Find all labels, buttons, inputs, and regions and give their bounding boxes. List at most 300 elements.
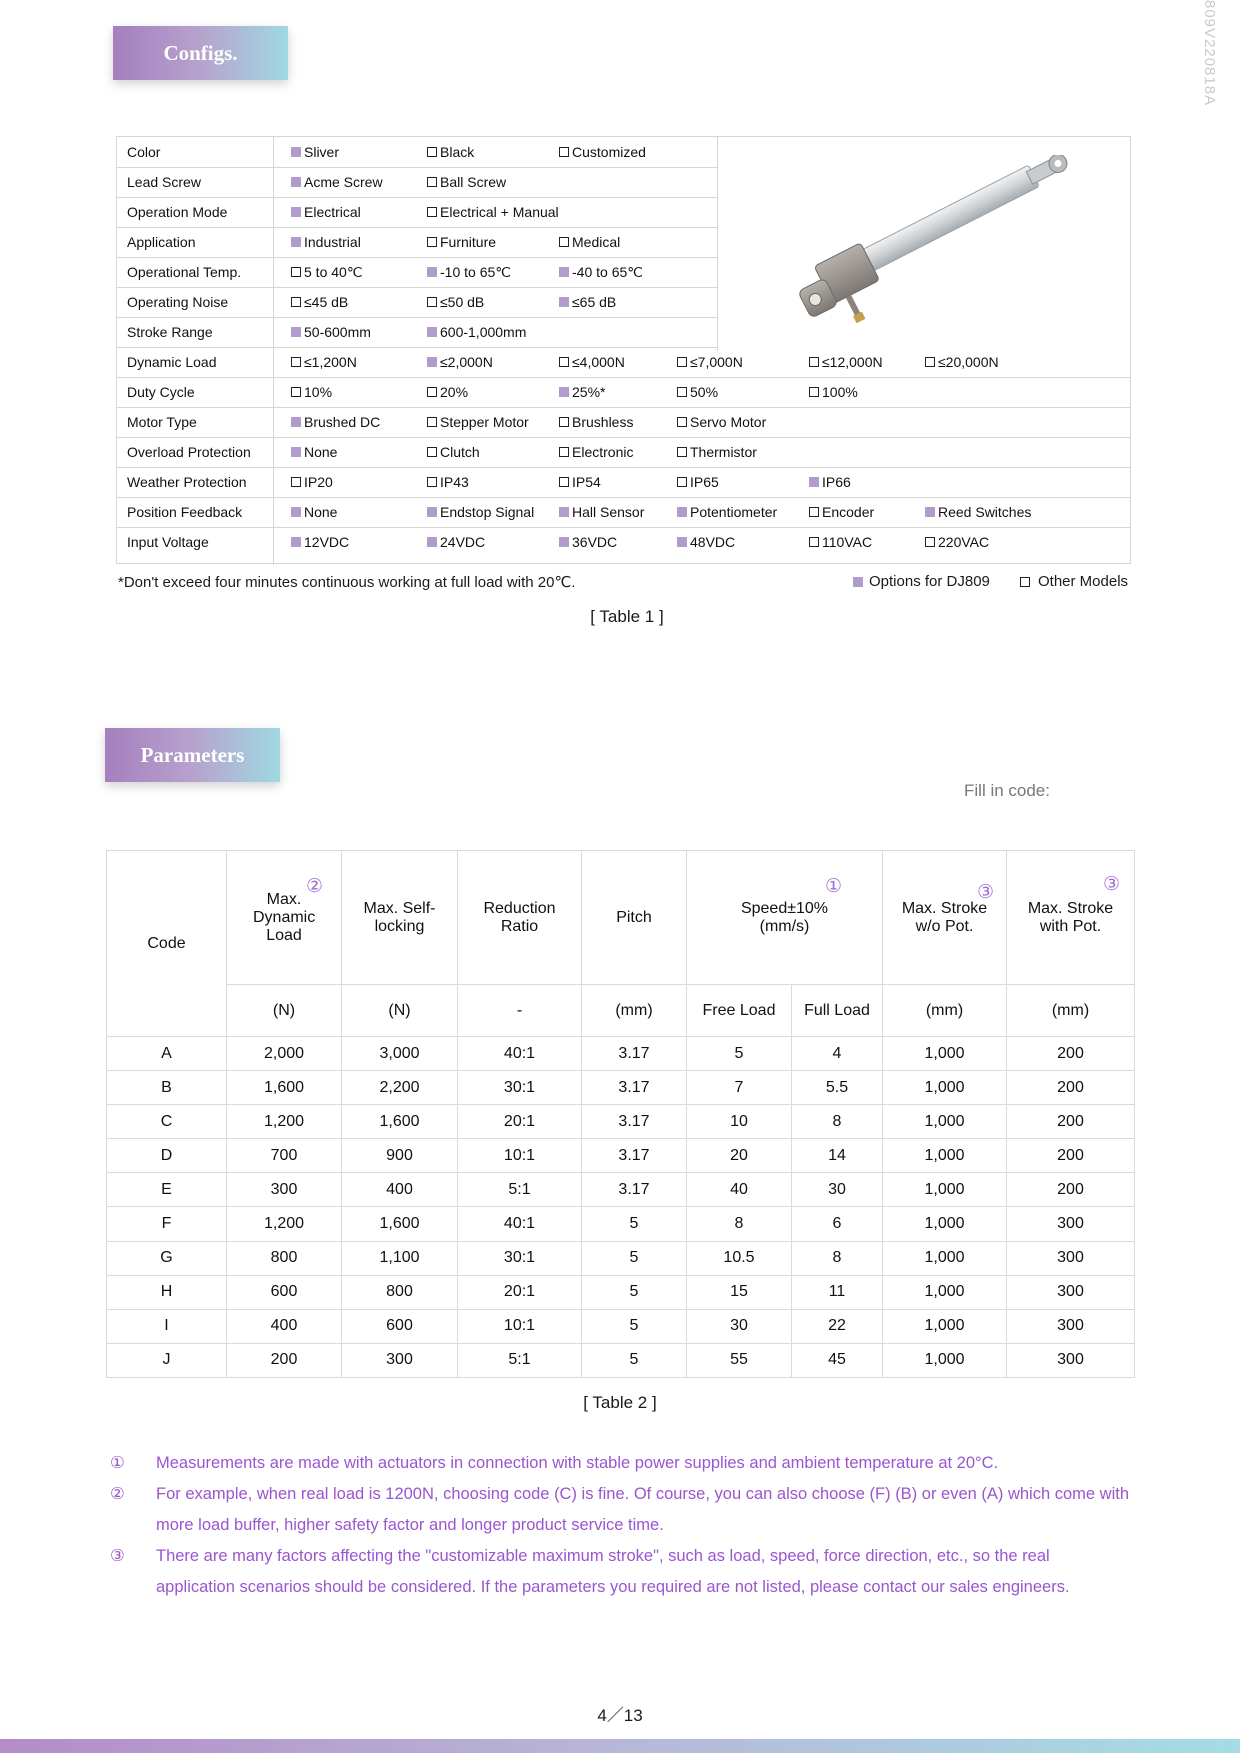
config-row-label: Weather Protection — [127, 474, 247, 490]
table-cell: 300 — [1007, 1207, 1135, 1241]
config-option-label: Customized — [572, 144, 646, 160]
config-row — [117, 167, 717, 198]
config-row — [117, 497, 1130, 528]
empty-square-icon — [559, 417, 569, 427]
config-row-label: Input Voltage — [127, 534, 209, 550]
config-row — [117, 317, 717, 348]
empty-square-icon — [677, 447, 687, 457]
config-table — [116, 136, 1131, 564]
empty-square-icon — [809, 387, 819, 397]
config-option-label: Endstop Signal — [440, 504, 535, 520]
filled-square-icon — [291, 207, 301, 217]
table-cell: 1,000 — [883, 1309, 1007, 1343]
legend-other-models — [1020, 573, 1128, 590]
config-row-label: Operating Noise — [127, 294, 229, 310]
config-row-label: Lead Screw — [127, 174, 201, 190]
config-option-label: 12VDC — [304, 534, 350, 550]
table-cell: 30:1 — [458, 1071, 582, 1105]
table-cell: 800 — [342, 1275, 458, 1309]
config-row-label: Dynamic Load — [127, 354, 217, 370]
config-option-label: Clutch — [440, 444, 480, 460]
table-row — [107, 1105, 1135, 1139]
table-cell: 1,000 — [883, 1105, 1007, 1139]
config-option-label: IP43 — [440, 474, 469, 490]
config-option — [809, 474, 851, 490]
empty-square-icon — [427, 177, 437, 187]
table-cell: 200 — [1007, 1173, 1135, 1207]
filled-square-icon — [291, 177, 301, 187]
config-row-label: Motor Type — [127, 414, 197, 430]
table-row — [107, 1173, 1135, 1207]
unit-cell: - — [458, 985, 582, 1037]
parameters-table — [106, 850, 1135, 1378]
code-cell: E — [107, 1173, 227, 1207]
document-code: 809V220818A — [1201, 0, 1218, 107]
config-option-label: Furniture — [440, 234, 497, 250]
empty-square-icon — [559, 357, 569, 367]
config-option — [559, 234, 620, 250]
unit-cell: (mm) — [883, 985, 1007, 1037]
header-stroke-wo-pot — [883, 851, 1007, 985]
filled-square-icon — [291, 537, 301, 547]
table-cell: 15 — [687, 1275, 792, 1309]
empty-square-icon — [559, 237, 569, 247]
table-cell: 6 — [792, 1207, 883, 1241]
empty-square-icon — [559, 447, 569, 457]
table-cell: 3.17 — [582, 1173, 687, 1207]
table-row — [107, 1037, 1135, 1071]
table-cell: 200 — [1007, 1071, 1135, 1105]
config-option-label: IP65 — [690, 474, 719, 490]
table-cell: 300 — [342, 1343, 458, 1377]
config-option-label: -40 to 65℃ — [572, 263, 643, 280]
note-mark-2: ② — [305, 876, 323, 897]
config-option-label: 50-600mm — [304, 324, 371, 340]
config-option-label: 25%* — [572, 384, 606, 400]
filled-square-icon — [559, 507, 569, 517]
table-cell: 2,200 — [342, 1071, 458, 1105]
config-option-label: Electronic — [572, 444, 634, 460]
config-option — [427, 294, 484, 310]
filled-square-icon — [427, 267, 437, 277]
config-option — [677, 414, 766, 430]
table-cell: 5 — [582, 1343, 687, 1377]
code-cell: B — [107, 1071, 227, 1105]
empty-square-icon — [559, 477, 569, 487]
config-option — [809, 504, 874, 520]
config-row — [117, 137, 717, 168]
table-cell: 55 — [687, 1343, 792, 1377]
config-option-label: 5 to 40℃ — [304, 263, 363, 280]
table-cell: 5 — [582, 1275, 687, 1309]
empty-square-icon — [291, 297, 301, 307]
config-option-label: Brushless — [572, 414, 634, 430]
filled-square-icon — [291, 447, 301, 457]
footnote-number: ② — [110, 1485, 125, 1503]
filled-square-icon — [427, 357, 437, 367]
empty-square-icon — [427, 207, 437, 217]
config-option — [559, 504, 644, 520]
config-row-label: Operation Mode — [127, 204, 228, 220]
config-row — [117, 197, 717, 228]
legend-options-dj809 — [853, 573, 990, 590]
table-cell: 5 — [582, 1309, 687, 1343]
filled-square-icon — [291, 507, 301, 517]
config-option — [559, 264, 643, 281]
table-row — [107, 1241, 1135, 1275]
config-option — [291, 354, 357, 370]
code-cell: I — [107, 1309, 227, 1343]
table-cell: 8 — [687, 1207, 792, 1241]
config-option — [427, 504, 534, 520]
table-cell: 20:1 — [458, 1275, 582, 1309]
table-cell: 300 — [1007, 1275, 1135, 1309]
table-cell: 30 — [792, 1173, 883, 1207]
empty-square-icon — [809, 537, 819, 547]
config-option-label: Brushed DC — [304, 414, 381, 430]
legend-off-label: Other Models — [1038, 573, 1129, 590]
config-option-label: Electrical + Manual — [440, 204, 559, 220]
empty-square-icon — [291, 267, 301, 277]
config-option — [925, 354, 999, 370]
config-option-label: IP66 — [822, 474, 851, 490]
empty-square-icon — [427, 477, 437, 487]
code-cell: G — [107, 1241, 227, 1275]
table-cell: 3.17 — [582, 1037, 687, 1071]
config-option — [677, 504, 777, 520]
table-cell: 700 — [227, 1139, 342, 1173]
config-option-label: 50% — [690, 384, 719, 400]
header-dynamic-load-label: Max. Dynamic Load — [253, 890, 316, 944]
filled-square-icon — [291, 417, 301, 427]
empty-square-icon — [809, 507, 819, 517]
table-cell: 1,000 — [883, 1139, 1007, 1173]
code-cell: H — [107, 1275, 227, 1309]
table-cell: 400 — [342, 1173, 458, 1207]
table-cell: 600 — [227, 1275, 342, 1309]
header-code: Code — [107, 851, 227, 1037]
table-cell: 45 — [792, 1343, 883, 1377]
code-cell: D — [107, 1139, 227, 1173]
table-cell: 300 — [1007, 1241, 1135, 1275]
table-cell: 1,000 — [883, 1071, 1007, 1105]
table-cell: 900 — [342, 1139, 458, 1173]
config-row — [117, 227, 717, 258]
config-option-label: Sliver — [304, 144, 340, 160]
table-cell: 20 — [687, 1139, 792, 1173]
table-cell: 30:1 — [458, 1241, 582, 1275]
config-option — [677, 444, 757, 460]
config-row-label: Stroke Range — [127, 324, 213, 340]
table-cell: 1,600 — [227, 1071, 342, 1105]
table-row — [107, 1275, 1135, 1309]
config-option — [559, 354, 625, 370]
header-reduction-label: Reduction Ratio — [483, 899, 556, 935]
header-speed-label: Speed±10% (mm/s) — [740, 899, 829, 935]
config-option-label: 48VDC — [690, 534, 736, 550]
config-option — [427, 414, 529, 430]
empty-square-icon — [291, 357, 301, 367]
config-option — [291, 384, 332, 400]
table-cell: 8 — [792, 1241, 883, 1275]
config-option — [291, 324, 371, 340]
table-cell: 5 — [582, 1241, 687, 1275]
config-option-label: Medical — [572, 234, 621, 250]
table-cell: 5:1 — [458, 1173, 582, 1207]
footnote-number: ① — [110, 1454, 125, 1472]
config-option — [925, 504, 1031, 520]
page-number: 4／13 — [597, 1706, 643, 1725]
config-option-label: Servo Motor — [690, 414, 767, 430]
table-cell: 300 — [227, 1173, 342, 1207]
filled-square-icon — [559, 297, 569, 307]
table-cell: 1,000 — [883, 1241, 1007, 1275]
bottom-gradient-bar — [0, 1739, 1240, 1753]
empty-square-icon — [1020, 577, 1030, 587]
unit-cell: (mm) — [1007, 985, 1135, 1037]
config-option-label: ≤4,000N — [572, 354, 625, 370]
header-pitch: Pitch — [582, 851, 687, 985]
config-option-label: ≤50 dB — [440, 294, 485, 310]
config-option-label: ≤1,200N — [304, 354, 357, 370]
config-option-label: ≤7,000N — [690, 354, 743, 370]
filled-square-icon — [809, 477, 819, 487]
filled-square-icon — [427, 507, 437, 517]
empty-square-icon — [677, 417, 687, 427]
config-option — [925, 534, 989, 550]
filled-square-icon — [291, 147, 301, 157]
table-cell: 200 — [1007, 1105, 1135, 1139]
config-option-label: 10% — [304, 384, 333, 400]
config-option-label: Electrical — [304, 204, 361, 220]
code-cell: F — [107, 1207, 227, 1241]
config-option-label: ≤20,000N — [938, 354, 999, 370]
config-option — [427, 324, 526, 340]
config-option — [677, 474, 719, 490]
unit-cell: Full Load — [792, 985, 883, 1037]
note-mark-3: ③ — [976, 882, 994, 903]
table-cell: 1,000 — [883, 1343, 1007, 1377]
empty-square-icon — [677, 477, 687, 487]
header-dynamic-load — [227, 851, 342, 985]
config-option-label: Stepper Motor — [440, 414, 529, 430]
config-option — [427, 474, 469, 490]
config-option — [559, 384, 605, 400]
filled-square-icon — [677, 537, 687, 547]
table-cell: 40 — [687, 1173, 792, 1207]
table-cell: 1,100 — [342, 1241, 458, 1275]
config-option — [291, 204, 361, 220]
filled-square-icon — [925, 507, 935, 517]
table-cell: 10:1 — [458, 1309, 582, 1343]
config-row-label: Duty Cycle — [127, 384, 195, 400]
table-cell: 5:1 — [458, 1343, 582, 1377]
config-option — [427, 264, 511, 281]
table1-caption: [ Table 1 ] — [590, 607, 664, 626]
table-row — [107, 1343, 1135, 1377]
config-option-label: Black — [440, 144, 475, 160]
config-option — [427, 204, 559, 220]
table-cell: 10 — [687, 1105, 792, 1139]
config-option-label: 100% — [822, 384, 858, 400]
config-option — [291, 264, 363, 281]
table-cell: 1,600 — [342, 1207, 458, 1241]
config-row-label: Color — [127, 144, 161, 160]
table-cell: 1,000 — [883, 1207, 1007, 1241]
table-cell: 30 — [687, 1309, 792, 1343]
unit-cell: (mm) — [582, 985, 687, 1037]
table-cell: 40:1 — [458, 1207, 582, 1241]
empty-square-icon — [427, 297, 437, 307]
filled-square-icon — [427, 327, 437, 337]
table-cell: 7 — [687, 1071, 792, 1105]
header-self-locking-label: Max. Self-locking — [363, 899, 436, 935]
fill-in-code-label: Fill in code: — [964, 781, 1050, 800]
config-option-label: Ball Screw — [440, 174, 507, 190]
table-row — [107, 1207, 1135, 1241]
config-option-label: ≤12,000N — [822, 354, 883, 370]
table-cell: 200 — [1007, 1037, 1135, 1071]
table-cell: 11 — [792, 1275, 883, 1309]
table-cell: 3.17 — [582, 1139, 687, 1173]
config-option-label: Hall Sensor — [572, 504, 645, 520]
config-option — [427, 534, 485, 550]
table-cell: 5 — [582, 1207, 687, 1241]
config-row-label: Application — [127, 234, 196, 250]
config-option — [559, 414, 633, 430]
table-row — [107, 1309, 1135, 1343]
table-cell: 4 — [792, 1037, 883, 1071]
code-cell: A — [107, 1037, 227, 1071]
header-stroke-with-pot-label: Max. Stroke with Pot. — [1027, 899, 1114, 935]
empty-square-icon — [809, 357, 819, 367]
table-cell: 1,000 — [883, 1173, 1007, 1207]
table-cell: 5 — [687, 1037, 792, 1071]
table-cell: 5.5 — [792, 1071, 883, 1105]
config-option — [427, 234, 496, 250]
config-row-label: Operational Temp. — [127, 264, 242, 280]
footnote-number: ③ — [110, 1547, 125, 1565]
empty-square-icon — [677, 357, 687, 367]
table-cell: 1,000 — [883, 1037, 1007, 1071]
config-option-label: 36VDC — [572, 534, 618, 550]
config-option-label: None — [304, 444, 338, 460]
config-footnote: *Don't exceed four minutes continuous working at full load with 20℃. — [118, 574, 576, 591]
config-option-label: 24VDC — [440, 534, 486, 550]
empty-square-icon — [925, 357, 935, 367]
config-option — [291, 534, 349, 550]
table-cell: 1,000 — [883, 1275, 1007, 1309]
header-reduction — [458, 851, 582, 985]
footnotes — [110, 1448, 1130, 1603]
unit-cell: (N) — [342, 985, 458, 1037]
empty-square-icon — [427, 447, 437, 457]
config-option — [677, 534, 735, 550]
config-option-label: Potentiometer — [690, 504, 778, 520]
table-cell: 20:1 — [458, 1105, 582, 1139]
config-option — [809, 384, 858, 400]
table-cell: 800 — [227, 1241, 342, 1275]
config-option — [427, 144, 474, 160]
header-self-locking — [342, 851, 458, 985]
filled-square-icon — [677, 507, 687, 517]
footnote-item — [110, 1541, 1130, 1603]
footnote-text: For example, when real load is 1200N, choosing code (C) is fine. Of course, you can also choose (F) (B) or even (A) which come with more load buffer, higher safety factor and longer product service time. — [156, 1485, 1130, 1534]
empty-square-icon — [427, 147, 437, 157]
config-option-label: 220VAC — [938, 534, 990, 550]
table-cell: 2,000 — [227, 1037, 342, 1071]
header-stroke-wo-pot-label: Max. Stroke w/o Pot. — [901, 899, 988, 935]
table-cell: 400 — [227, 1309, 342, 1343]
config-option-label: Encoder — [822, 504, 875, 520]
config-row — [117, 287, 717, 318]
config-option-label: None — [304, 504, 338, 520]
config-option — [677, 384, 718, 400]
note-mark-1: ① — [824, 876, 842, 897]
table-cell: 300 — [1007, 1343, 1135, 1377]
config-row — [117, 257, 717, 288]
config-option-label: 20% — [440, 384, 469, 400]
config-row — [117, 467, 1130, 498]
config-option-label: -10 to 65℃ — [440, 263, 511, 280]
config-option — [559, 444, 633, 460]
header-stroke-with-pot — [1007, 851, 1135, 985]
table-row — [107, 1071, 1135, 1105]
table-cell: 10:1 — [458, 1139, 582, 1173]
config-option — [291, 174, 383, 190]
config-option — [291, 444, 337, 460]
linear-actuator-image — [767, 155, 1097, 325]
filled-square-icon — [291, 327, 301, 337]
table-cell: 8 — [792, 1105, 883, 1139]
config-option-label: ≤2,000N — [440, 354, 493, 370]
config-option-label: Industrial — [304, 234, 361, 250]
table-row — [107, 1139, 1135, 1173]
filled-square-icon — [559, 267, 569, 277]
empty-square-icon — [677, 387, 687, 397]
config-option — [427, 384, 468, 400]
config-option — [809, 534, 872, 550]
header-speed — [687, 851, 883, 985]
config-row-label: Position Feedback — [127, 504, 243, 520]
config-option — [427, 354, 493, 370]
table-cell: 22 — [792, 1309, 883, 1343]
table-cell: 200 — [1007, 1139, 1135, 1173]
table-cell: 3.17 — [582, 1071, 687, 1105]
config-option — [809, 354, 883, 370]
filled-square-icon — [427, 537, 437, 547]
config-option-label: ≤65 dB — [572, 294, 617, 310]
footnote-item — [110, 1448, 1130, 1479]
config-option — [427, 174, 506, 190]
footnote-text: There are many factors affecting the "customizable maximum stroke", such as load, speed, force direction, etc., so the real application scenarios should be considered. If the parameters you required are not listed, please contact our sales engineers. — [156, 1547, 1070, 1596]
config-option — [291, 474, 333, 490]
empty-square-icon — [291, 477, 301, 487]
config-row — [117, 347, 1130, 378]
table-cell: 1,200 — [227, 1105, 342, 1139]
config-option — [559, 144, 646, 160]
config-option-label: IP20 — [304, 474, 333, 490]
config-option — [559, 474, 601, 490]
footnote-text: Measurements are made with actuators in connection with stable power supplies and ambient temperature at 20°C. — [156, 1454, 999, 1472]
filled-square-icon — [559, 387, 569, 397]
config-option-label: ≤45 dB — [304, 294, 349, 310]
table-cell: 200 — [227, 1343, 342, 1377]
config-option — [291, 294, 348, 310]
table-cell: 3,000 — [342, 1037, 458, 1071]
table-cell: 40:1 — [458, 1037, 582, 1071]
config-row-label: Overload Protection — [127, 444, 251, 460]
